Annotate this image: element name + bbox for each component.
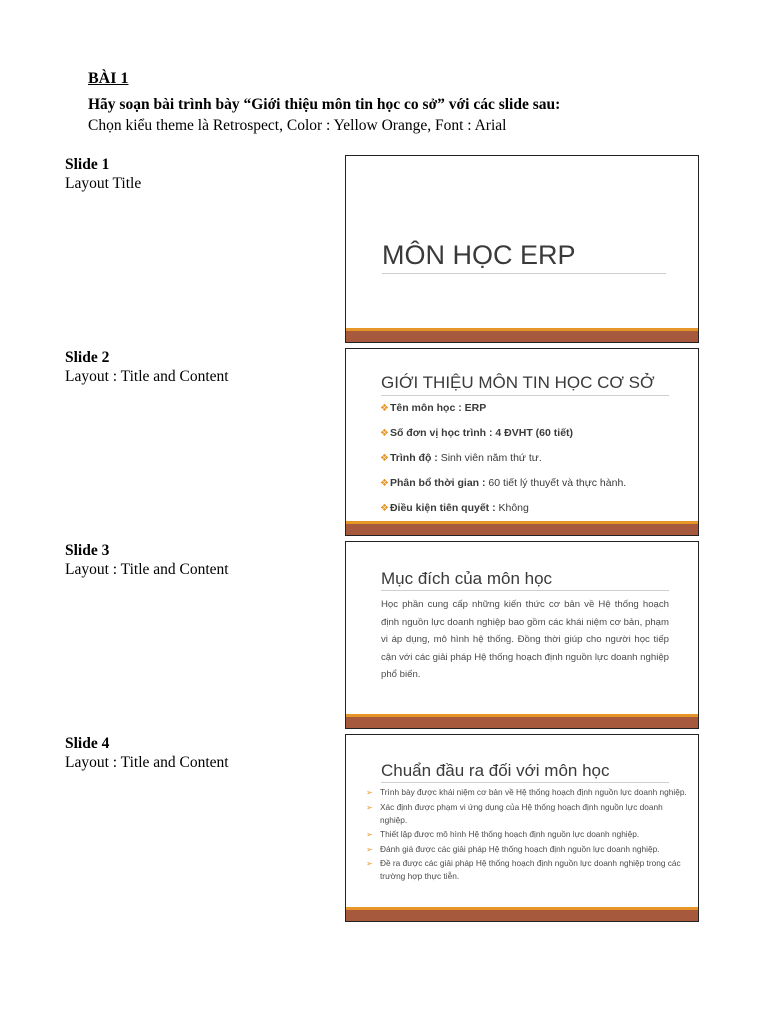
diamond-bullet-icon: ❖: [380, 403, 389, 414]
instruction-text: Hãy soạn bài trình bày “Giới thiệu môn tin học co sở” với các slide sau:: [88, 96, 561, 113]
title-divider: [381, 590, 669, 591]
slide-title: GIỚI THIỆU MÔN TIN HỌC CƠ SỞ: [381, 373, 655, 392]
list-item: [380, 402, 690, 427]
bullet-text: Trình bày được khái niệm cơ bản về Hệ thống hoạch định nguồn lực doanh nghiệp.: [380, 787, 687, 797]
slide-1-preview: [345, 155, 699, 343]
slide-name: Slide 3: [65, 542, 110, 559]
bullet-text: Xác định được phạm vi ứng dụng của Hệ thống hoạch định nguồn lực doanh nghiệp.: [380, 801, 663, 825]
slide-layout: Layout : Title and Content: [65, 561, 229, 578]
bullet-key: Trình độ :: [389, 452, 438, 464]
list-item: [366, 828, 691, 841]
slide-layout: Layout : Title and Content: [65, 754, 229, 771]
arrow-bullet-icon: ➢: [366, 802, 373, 812]
exercise-title: BÀI 1: [88, 70, 129, 87]
list-item: [366, 801, 691, 827]
arrow-bullet-icon: ➢: [366, 788, 373, 797]
footer-bar: [346, 717, 698, 728]
slide-name: Slide 1: [65, 156, 110, 173]
list-item: [380, 477, 690, 502]
slide-2-label: [65, 348, 229, 386]
list-item: [380, 427, 690, 452]
theme-instruction-text: Chọn kiểu theme là Retrospect, Color : Yellow Orange, Font : Arial: [88, 117, 507, 134]
list-item: [366, 786, 691, 799]
slide-name: Slide 4: [65, 735, 110, 752]
footer-bar: [346, 331, 698, 342]
slide-name: Slide 2: [65, 349, 110, 366]
slide-1-label: [65, 155, 141, 193]
footer-bar: [346, 524, 698, 535]
bullet-list: [366, 786, 691, 885]
slide-2-preview: [345, 348, 699, 536]
diamond-bullet-icon: ❖: [380, 503, 389, 514]
list-item: [366, 857, 691, 883]
slide-title: Mục đích của môn học: [381, 569, 553, 588]
arrow-bullet-icon: ➢: [366, 859, 373, 868]
list-item: [366, 843, 691, 856]
bullet-value: Sinh viên năm thứ tư.: [437, 452, 542, 464]
slide-title: Chuẩn đầu ra đối với môn học: [381, 761, 610, 780]
slide-layout: Layout : Title and Content: [65, 368, 229, 385]
diamond-bullet-icon: ❖: [380, 478, 389, 489]
bullet-key: Tên môn học : ERP: [389, 402, 487, 414]
title-divider: [381, 395, 669, 396]
arrow-bullet-icon: ➢: [366, 830, 373, 839]
diamond-bullet-icon: ❖: [380, 453, 389, 464]
list-item: [380, 452, 690, 477]
arrow-bullet-icon: ➢: [366, 844, 373, 854]
bullet-key: Số đơn vị học trình : 4 ĐVHT (60 tiết): [389, 427, 574, 439]
slide-3-label: [65, 541, 229, 579]
diamond-bullet-icon: ❖: [380, 428, 389, 439]
footer-bar: [346, 910, 698, 921]
bullet-key: Phân bổ thời gian :: [389, 477, 486, 489]
title-divider: [381, 782, 669, 783]
bullet-text: Đề ra được các giải pháp Hệ thống hoạch định nguồn lực doanh nghiệp trong các trường hợp thực tiễn.: [380, 858, 681, 881]
slide-layout: Layout Title: [65, 175, 142, 192]
bullet-value: Không: [495, 502, 529, 514]
bullet-text: Thiết lập được mô hình Hệ thống hoạch định nguồn lực doanh nghiệp.: [380, 829, 640, 839]
slide-title: MÔN HỌC ERP: [382, 240, 576, 270]
slide-paragraph: Học phần cung cấp những kiến thức cơ bản về Hệ thống hoạch định nguồn lực doanh nghiệp bao gồm các khái niệm cơ bản, phạm vi áp dụng, mô hình hệ thống. Đồng thời giúp cho người học tiếp cận với các giải pháp Hệ thống hoạch định nguồn lực doanh nghiệp phổ biến.: [381, 599, 669, 680]
bullet-text: Đánh giá được các giải pháp Hệ thống hoạch định nguồn lực doanh nghiệp.: [380, 843, 660, 854]
slide-3-preview: [345, 541, 699, 729]
bullet-value: 60 tiết lý thuyết và thực hành.: [485, 477, 627, 489]
slide-4-label: [65, 734, 229, 772]
slide-4-preview: [345, 734, 699, 922]
bullet-key: Điều kiện tiên quyết :: [389, 502, 496, 514]
title-divider: [382, 273, 666, 274]
bullet-list: [380, 402, 690, 527]
